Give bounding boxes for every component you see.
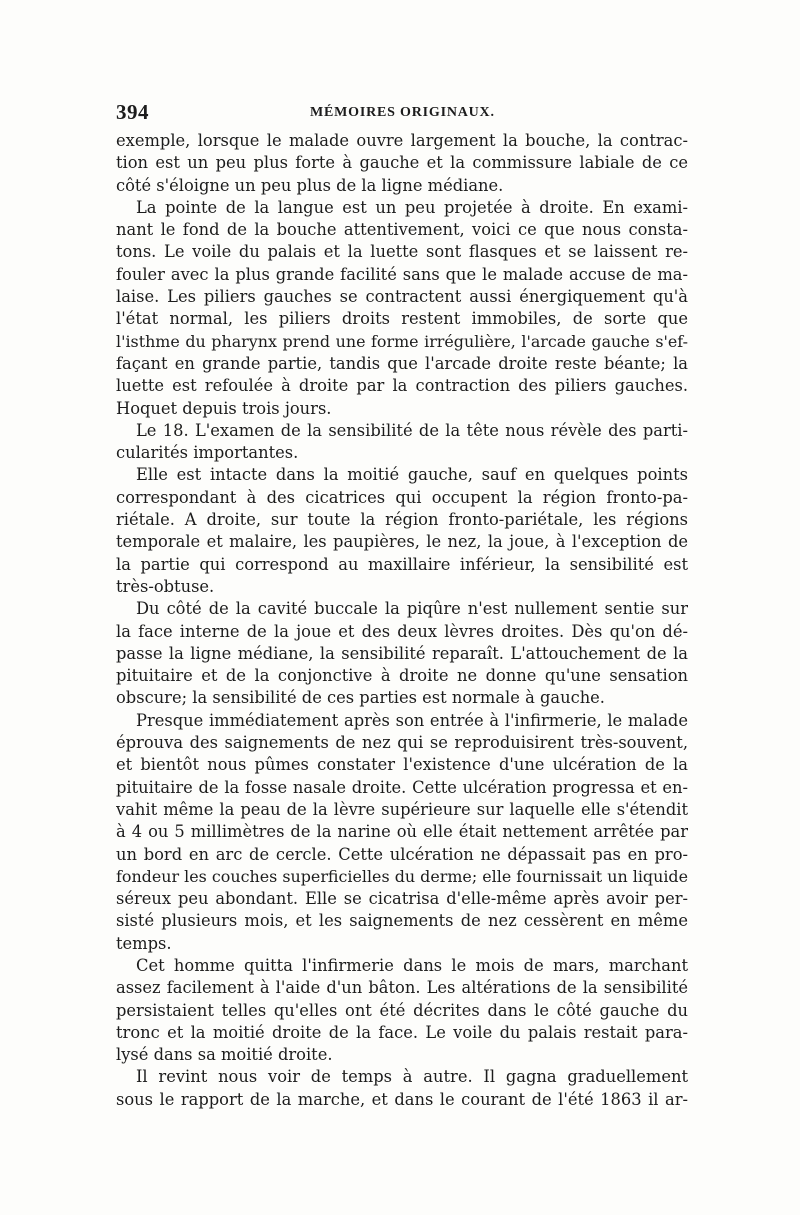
text-line: Elle est intacte dans la moitié gauche, sauf en quelques points [136, 465, 688, 485]
text-line: sous le rapport de la marche, et dans le courant de l'été 1863 il ar- [116, 1089, 688, 1109]
text-line: la partie qui correspond au maxillaire inférieur, la sensibilité est [116, 554, 688, 574]
text-line: très-obtuse. [116, 576, 215, 596]
text-line: correspondant à des cicatrices qui occupent la région fronto-pa- [116, 487, 688, 507]
text-line: Presque immédiatement après son entrée à l'infirmerie, le malade [136, 710, 688, 730]
text-line: Le 18. L'examen de la sensibilité de la tête nous révèle des parti- [136, 420, 688, 440]
text-line: vahit même la peau de la lèvre supérieure sur laquelle elle s'étendit [116, 799, 688, 819]
text-line: temporale et malaire, les paupières, le nez, la joue, à l'exception de [116, 532, 688, 552]
text-line: lysé dans sa moitié droite. [116, 1045, 333, 1065]
text-line: sisté plusieurs mois, et les saignements de nez cessèrent en même [116, 911, 688, 931]
text-line: passe la ligne médiane, la sensibilité reparaît. L'attouchement de la [116, 643, 688, 663]
text-line: assez facilement à l'aide d'un bâton. Les altérations de la sensibilité [116, 978, 688, 998]
text-line: et bientôt nous pûmes constater l'existence d'une ulcération de la [116, 755, 688, 775]
text-line: obscure; la sensibilité de ces parties est normale à gauche. [116, 688, 605, 708]
page-number: 394 [116, 100, 149, 124]
text-line: pituitaire et de la conjonctive à droite ne donne qu'une sensation [116, 666, 688, 686]
text-line: tons. Le voile du palais et la luette sont flasques et se laissent re- [116, 242, 688, 262]
text-line: l'isthme du pharynx prend une forme irrégulière, l'arcade gauche s'ef- [116, 331, 688, 351]
text-line: fouler avec la plus grande facilité sans que le malade accuse de ma- [116, 264, 688, 284]
text-line: riétale. A droite, sur toute la région fronto-pariétale, les régions [116, 510, 688, 530]
text-line: cularités importantes. [116, 443, 299, 463]
page-header [116, 100, 688, 126]
text-line: La pointe de la langue est un peu projetée à droite. En exami- [136, 197, 688, 217]
body-text [116, 130, 688, 1111]
text-line: laise. Les piliers gauches se contractent aussi énergiquement qu'à [116, 287, 688, 307]
text-line: tion est un peu plus forte à gauche et la commissure labiale de ce [116, 153, 688, 173]
text-line: pituitaire de la fosse nasale droite. Cette ulcération progressa et en- [116, 777, 688, 797]
text-line: persistaient telles qu'elles ont été décrites dans le côté gauche du [116, 1000, 688, 1020]
text-line: exemple, lorsque le malade ouvre largement la bouche, la contrac- [116, 131, 688, 150]
text-line: fondeur les couches superficielles du derme; elle fournissait un liquide [116, 866, 688, 886]
text-line: façant en grande partie, tandis que l'arcade droite reste béante; la [116, 353, 688, 373]
text-line: la face interne de la joue et des deux lèvres droites. Dès qu'on dé- [116, 621, 688, 641]
text-line: luette est refoulée à droite par la contraction des piliers gauches. [116, 376, 688, 396]
text-line: un bord en arc de cercle. Cette ulcération ne dépassait pas en pro- [116, 844, 688, 864]
text-line: éprouva des saignements de nez qui se reproduisirent très-souvent, [116, 733, 688, 753]
text-line: Hoquet depuis trois jours. [116, 398, 332, 418]
text-line: l'état normal, les piliers droits restent immobiles, de sorte que [116, 309, 688, 329]
running-title: MÉMOIRES ORIGINAUX. [310, 105, 495, 120]
text-line: Du côté de la cavité buccale la piqûre n'est nullement sentie sur [136, 599, 688, 619]
text-line: séreux peu abondant. Elle se cicatrisa d'elle-même après avoir per- [116, 889, 688, 909]
text-line: temps. [116, 933, 172, 953]
text-line: nant le fond de la bouche attentivement, voici ce que nous consta- [116, 220, 688, 240]
text-line: à 4 ou 5 millimètres de la narine où elle était nettement arrêtée par [116, 822, 688, 842]
text-line: tronc et la moitié droite de la face. Le voile du palais restait para- [116, 1022, 688, 1042]
text-line: Il revint nous voir de temps à autre. Il gagna graduellement [136, 1067, 688, 1087]
text-line: Cet homme quitta l'infirmerie dans le mois de mars, marchant [136, 955, 688, 975]
text-line: côté s'éloigne un peu plus de la ligne médiane. [116, 175, 504, 195]
